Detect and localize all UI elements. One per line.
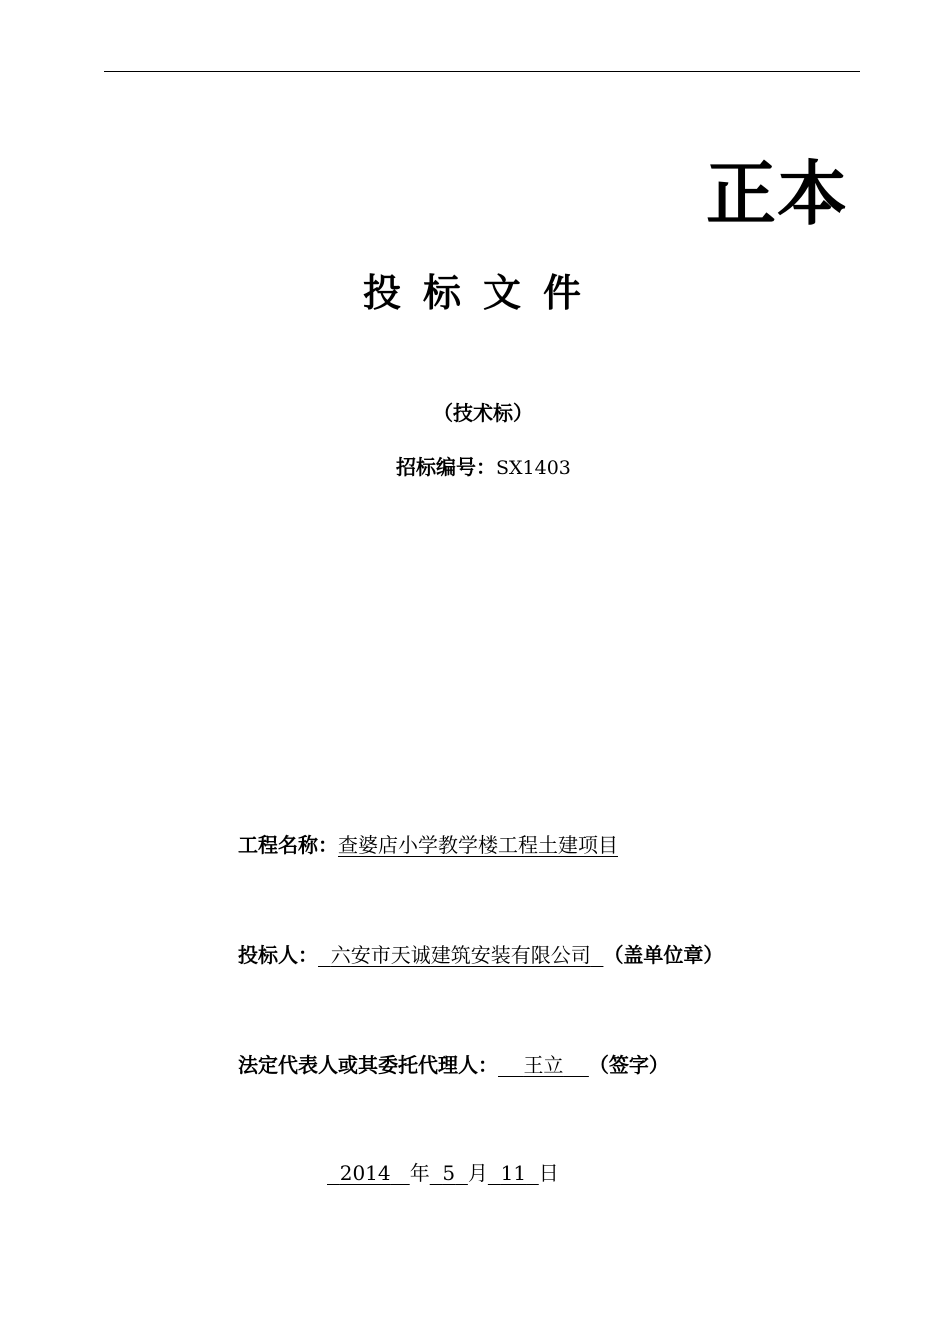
document-subtitle: （技术标） [433, 401, 533, 425]
date-month-unit: 月 [467, 1161, 488, 1185]
date-day-underline [488, 1161, 539, 1185]
bidder-value: 六安市天诚建筑安装有限公司 [330, 943, 591, 967]
date-month: 5 [442, 1161, 456, 1185]
bidder-value-underline [318, 943, 603, 967]
representative-value: 王立 [523, 1053, 564, 1077]
representative-value-underline [498, 1053, 589, 1077]
original-copy-mark: 正本 [706, 153, 848, 235]
tender-number [396, 452, 571, 483]
bidder-seal-note: （盖单位章） [603, 943, 724, 967]
date-year-underline [327, 1161, 410, 1185]
bidder-label: 投标人： [238, 943, 318, 967]
tender-number-label: 招标编号： [396, 455, 496, 479]
date-month-underline [430, 1161, 468, 1185]
representative-label: 法定代表人或其委托代理人： [238, 1053, 498, 1077]
bidder-field [238, 940, 723, 970]
signing-date [327, 1158, 559, 1188]
representative-field [238, 1050, 669, 1080]
date-day-unit: 日 [538, 1161, 559, 1185]
tender-number-value: SX1403 [496, 457, 571, 479]
date-year: 2014 [339, 1161, 391, 1185]
date-day: 11 [500, 1161, 527, 1185]
project-name-label: 工程名称： [238, 833, 338, 857]
date-year-unit: 年 [409, 1161, 430, 1185]
representative-sign-note: （签字） [588, 1053, 669, 1077]
project-name-field [238, 830, 618, 860]
document-title: 投标文件 [362, 270, 603, 315]
project-name-value: 查婆店小学教学楼工程土建项目 [338, 833, 618, 857]
header-rule [104, 71, 860, 72]
